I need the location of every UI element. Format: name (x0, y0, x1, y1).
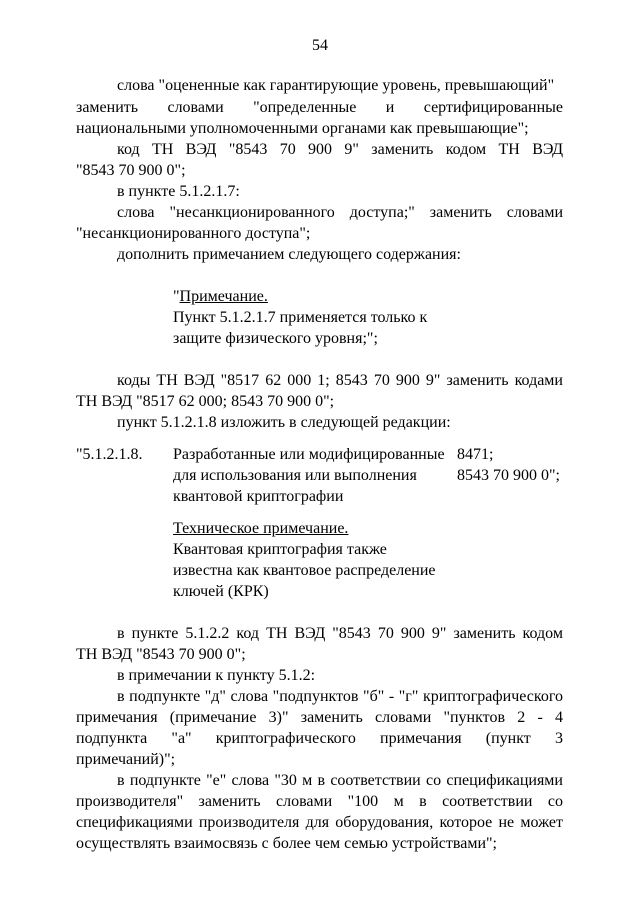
technical-note-line: Квантовая криптография также (173, 541, 387, 558)
text-line: ТН ВЭД "8517 62 000; 8543 70 900 0"; (76, 393, 335, 410)
technical-note-line: ключей (КРК) (173, 583, 269, 600)
text-line: пункт 5.1.2.1.8 изложить в следующей редакции: (117, 414, 451, 431)
text-line: в подпункте "е" слова "30 м в соответствии со спецификациями (117, 772, 563, 789)
text-line: "несанкционированного доступа"; (76, 225, 311, 242)
item-code: 8543 70 900 0"; (457, 467, 560, 484)
item-description: для использования или выполнения (173, 467, 417, 484)
page-number: 54 (312, 37, 328, 54)
text-line: осуществлять взаимосвязь с более чем семью устройствами"; (76, 835, 497, 852)
text-line: код ТН ВЭД "8543 70 900 9" заменить кодом ТН ВЭД (117, 141, 563, 158)
text-line: в подпункте "д" слова "подпунктов "б" - "г" криптографического (117, 688, 563, 705)
text-line: в пункте 5.1.2.1.7: (117, 183, 240, 200)
text-line: спецификациями производителя для оборудования, которое не может (76, 814, 563, 831)
text-line: примечания (примечание 3)" заменить словами "пунктов 2 - 4 (76, 709, 563, 726)
item-description: Разработанные или модифицированные (173, 446, 445, 463)
item-code: 8471; (457, 446, 494, 463)
text-line: национальными уполномоченными органами как превышающие"; (76, 120, 529, 137)
text-line: "8543 70 900 0"; (76, 162, 186, 179)
text-line: слова "несанкционированного доступа;" заменить словами (117, 204, 563, 221)
text-line: ТН ВЭД "8543 70 900 0"; (76, 646, 246, 663)
text-line: в примечании к пункту 5.1.2: (117, 667, 316, 684)
text-line: производителя" заменить словами "100 м в соответствии со (76, 793, 563, 810)
text-line: дополнить примечанием следующего содержания: (117, 246, 461, 263)
text-line: заменить словами "определенные и сертифицированные (76, 99, 563, 116)
text-line: слова "оцененные как гарантирующие уровень, превышающий" (117, 77, 555, 94)
item-description: квантовой криптографии (173, 488, 344, 505)
note-line: Пункт 5.1.2.1.7 применяется только к (173, 309, 428, 326)
text-line: примечаний)"; (76, 751, 176, 768)
note-heading: "Примечание. (173, 288, 268, 305)
item-number: "5.1.2.1.8. (76, 446, 143, 463)
technical-note-heading: Техническое примечание. (173, 520, 349, 537)
technical-note-line: известна как квантовое распределение (173, 562, 436, 579)
text-line: подпункта "а" криптографического примечания (пункт 3 (76, 730, 563, 747)
text-line: в пункте 5.1.2.2 код ТН ВЭД "8543 70 900 9" заменить кодом (117, 625, 563, 642)
note-line: защите физического уровня;"; (173, 330, 378, 347)
text-line: коды ТН ВЭД "8517 62 000 1; 8543 70 900 9" заменить кодами (117, 372, 563, 389)
